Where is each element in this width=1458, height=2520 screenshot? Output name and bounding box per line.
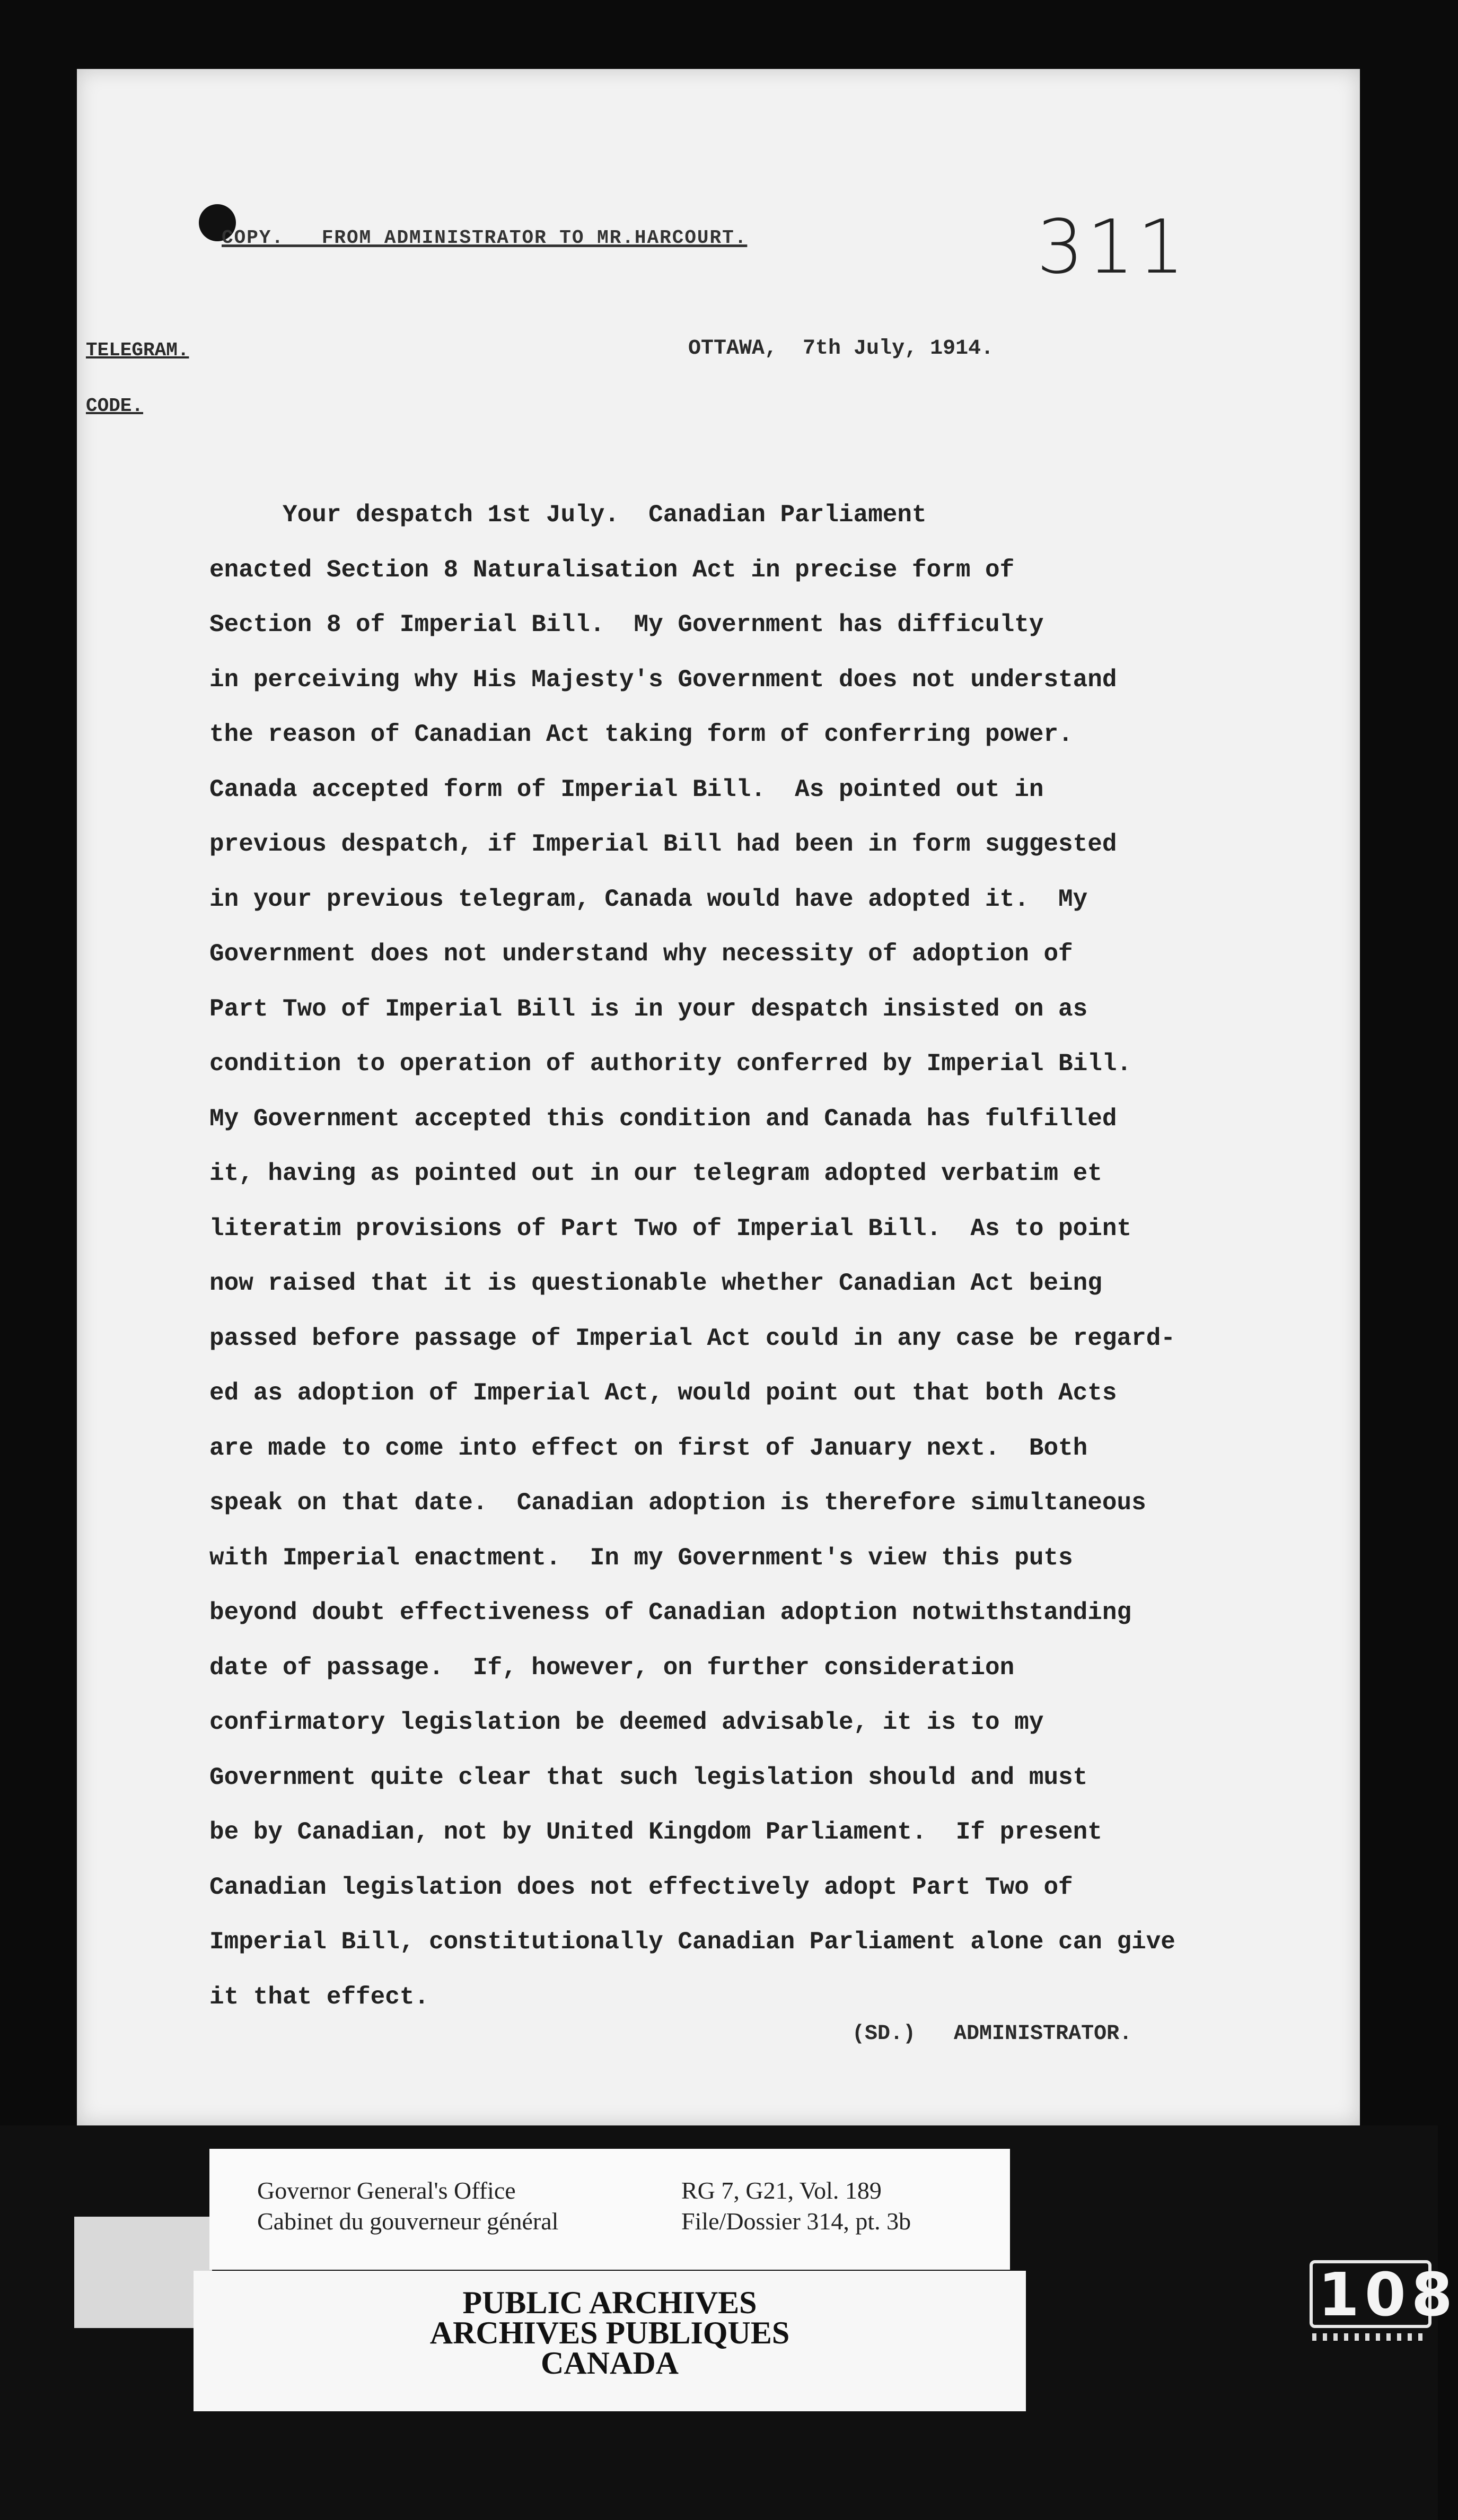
body-line: be by Canadian, not by United Kingdom Parliament. If present [209,1818,1102,1846]
body-line: in perceiving why His Majesty's Government does not understand [209,666,1117,694]
code-label: CODE. [86,395,144,417]
body-line: Section 8 of Imperial Bill. My Government has difficulty [209,611,1044,638]
telegram-label: TELEGRAM. [86,339,189,361]
body-line: Government quite clear that such legislation should and must [209,1763,1088,1791]
body-line: it that effect. [209,1983,429,2011]
page-number: 311 [1037,204,1188,291]
body-line: Canada accepted form of Imperial Bill. As pointed out in [209,775,1044,803]
body-line: confirmatory legislation be deemed advisable, it is to my [209,1709,1044,1736]
body-line: condition to operation of authority conferred by Imperial Bill. [209,1050,1132,1078]
record-group: RG 7, G21, Vol. 189 [681,2177,882,2204]
body-line: in your previous telegram, Canada would have adopted it. My [209,885,1088,913]
body-line: Canadian legislation does not effectively adopt Part Two of [209,1873,1073,1901]
archive-line-3: CANADA [541,2346,679,2381]
archive-line-1: PUBLIC ARCHIVES [462,2285,757,2320]
body-line: now raised that it is questionable whether Canadian Act being [209,1270,1102,1297]
archive-line-2: ARCHIVES PUBLIQUES [429,2315,790,2350]
file-reference: File/Dossier 314, pt. 3b [681,2208,911,2235]
archive-reference-card [209,2149,1010,2270]
body-line: literatim provisions of Part Two of Imperial Bill. As to point [209,1214,1132,1242]
signature: (SD.) ADMINISTRATOR. [852,2022,1132,2046]
body-line: previous despatch, if Imperial Bill had been in form suggested [209,830,1117,858]
office-french: Cabinet du gouverneur général [257,2208,559,2235]
film-margin-patch [74,2217,212,2328]
body-line: Imperial Bill, constitutionally Canadian Parliament alone can give [209,1928,1175,1956]
body-line: it, having as pointed out in our telegram adopted verbatim et [209,1160,1102,1187]
body-line: Part Two of Imperial Bill is in your despatch insisted on as [209,995,1088,1023]
body-line: are made to come into effect on first of January next. Both [209,1434,1088,1462]
body-line: speak on that date. Canadian adoption is therefore simultaneous [209,1489,1146,1517]
body-line: Government does not understand why necessity of adoption of [209,940,1073,968]
document-heading: COPY. FROM ADMINISTRATOR TO MR.HARCOURT. [222,227,748,249]
body-line: My Government accepted this condition and Canada has fulfilled [209,1105,1117,1133]
frame-counter: 108 [1310,2260,1431,2328]
body-line: enacted Section 8 Naturalisation Act in precise form of [209,556,1015,584]
body-line: date of passage. If, however, on further consideration [209,1653,1015,1682]
body-line: Your despatch 1st July. Canadian Parliament [209,501,927,529]
body-line: passed before passage of Imperial Act could in any case be regard- [209,1324,1175,1352]
body-line: beyond doubt effectiveness of Canadian adoption notwithstanding [209,1599,1132,1626]
telegram-body [209,488,1349,2025]
dateline: OTTAWA, 7th July, 1914. [688,337,994,361]
body-line: with Imperial enactment. In my Government's view this puts [209,1544,1073,1572]
office-english: Governor General's Office [257,2177,516,2204]
counter-ticks [1312,2333,1429,2341]
body-line: the reason of Canadian Act taking form of conferring power. [209,721,1073,748]
body-line: ed as adoption of Imperial Act, would point out that both Acts [209,1379,1117,1407]
